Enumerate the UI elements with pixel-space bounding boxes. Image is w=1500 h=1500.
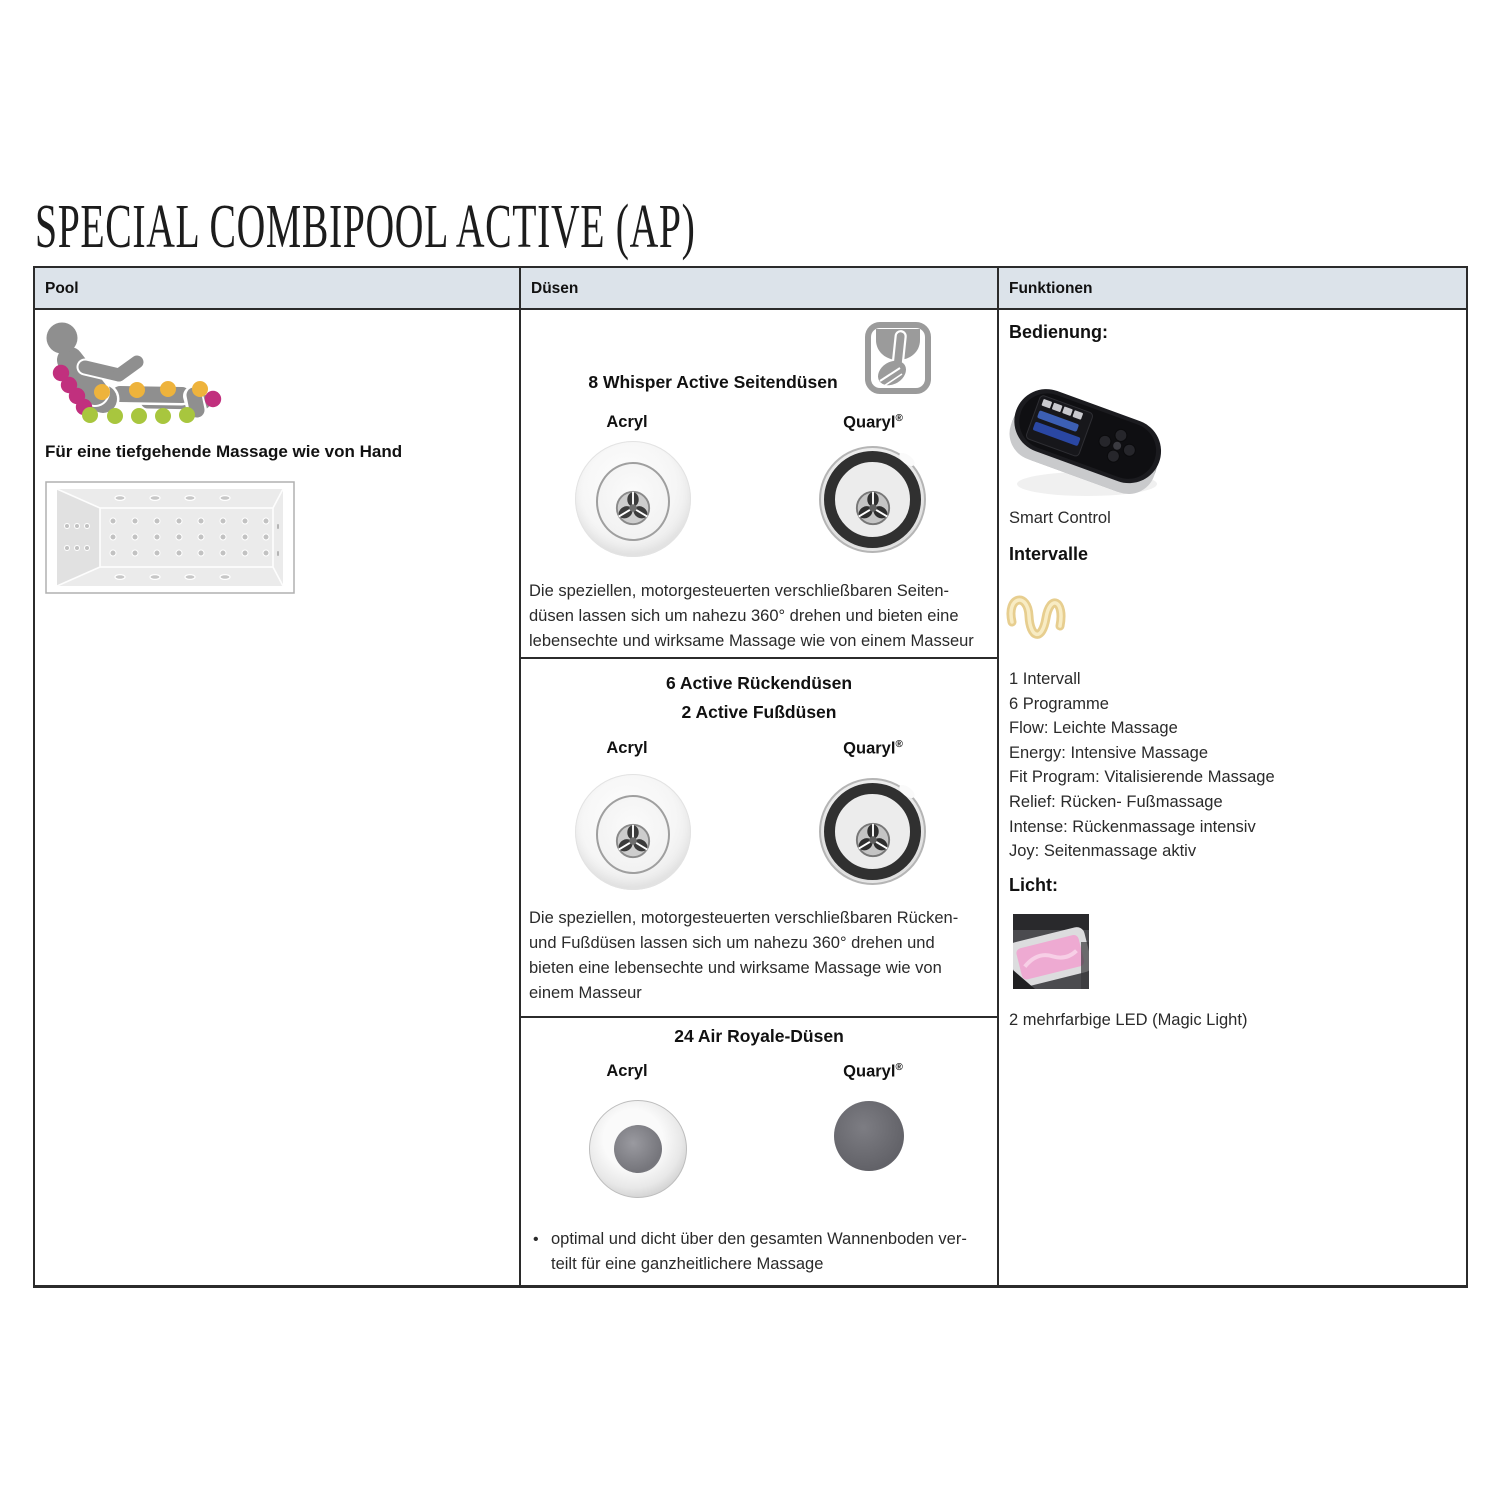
header-pool: Pool [45,280,79,297]
duesen-section-air-royale [521,1018,997,1285]
header-duesen: Düsen [519,268,997,308]
quaryl-jet-photo [819,778,926,885]
section2-title: 6 Active Rückendüsen 2 Active Fußdüsen [665,673,853,722]
duesen-section-whisper [521,310,997,659]
intervalle-heading: Intervalle [1009,544,1089,564]
table-body [35,310,1466,1285]
air-jet-acryl-photo [589,1100,687,1198]
acryl-jet-photo [575,774,691,890]
pool-caption: Für eine tiefgehende Massage wie von Hand [45,442,403,461]
pool-cell [35,310,519,1285]
duesen-section-active [521,659,997,1018]
material-label-quaryl: Quaryl® [843,1062,903,1081]
section3-bullet: • optimal und dicht über den gesamten Wannenboden ver- teilt für eine ganzheitlichere Massage [531,1227,993,1277]
product-table [33,266,1468,1288]
material-label-quaryl: Quaryl® [843,413,903,432]
interval-program-list: 1 Intervall 6 Programme Flow: Leichte Massage Energy: Intensive Massage Fit Program: Vitalisierende Massage Relief: Rücken- Fußmassage Intense: Rückenmassage intensiv Joy: Seitenmassage aktiv [1009,670,1275,861]
material-label-acryl: Acryl [606,1062,648,1080]
funktionen-cell [997,310,1466,1285]
led-caption: 2 mehrfarbige LED (Magic Light) [1009,1011,1248,1029]
material-label-acryl: Acryl [606,739,648,757]
magic-light-photo [1013,914,1089,989]
material-label-acryl: Acryl [606,413,648,431]
acryl-jet-photo [575,441,691,557]
bullet-dot: • [533,1231,539,1248]
section2-description: Die speziellen, motorgesteuerten verschließbaren Rücken- und Fußdüsen lassen sich um nahezu 360° drehen und bieten eine lebensechte und wirksame Massage wie von einem Masseur [529,909,959,1002]
air-jet-quaryl-photo [834,1101,904,1171]
header-funktionen: Funktionen [997,268,1466,308]
massage-figure-illustration [45,322,225,427]
duesen-cell [519,310,997,1285]
quaryl-jet-photo [819,446,926,553]
section1-description: Die speziellen, motorgesteuerten verschließbaren Seiten- düsen lassen sich um nahezu 360° drehen und bieten eine lebensechte und wirksame Massage wie von einem Masseur [529,582,974,650]
smart-control-caption: Smart Control [1009,509,1111,527]
material-label-quaryl: Quaryl® [843,739,903,758]
bathtub-jet-layout-drawing [45,481,295,594]
table-header-row [35,268,1466,310]
smart-control-photo [1005,364,1170,512]
section3-title: 24 Air Royale-Düsen [674,1026,844,1046]
interval-wave-icon [1002,586,1068,650]
page-title: SPECIAL COMBIPOOL ACTIVE (AP) [35,193,696,261]
bedienung-heading: Bedienung: [1009,322,1108,342]
licht-heading: Licht: [1009,875,1058,895]
section1-title: 8 Whisper Active Seitendüsen [588,372,838,392]
